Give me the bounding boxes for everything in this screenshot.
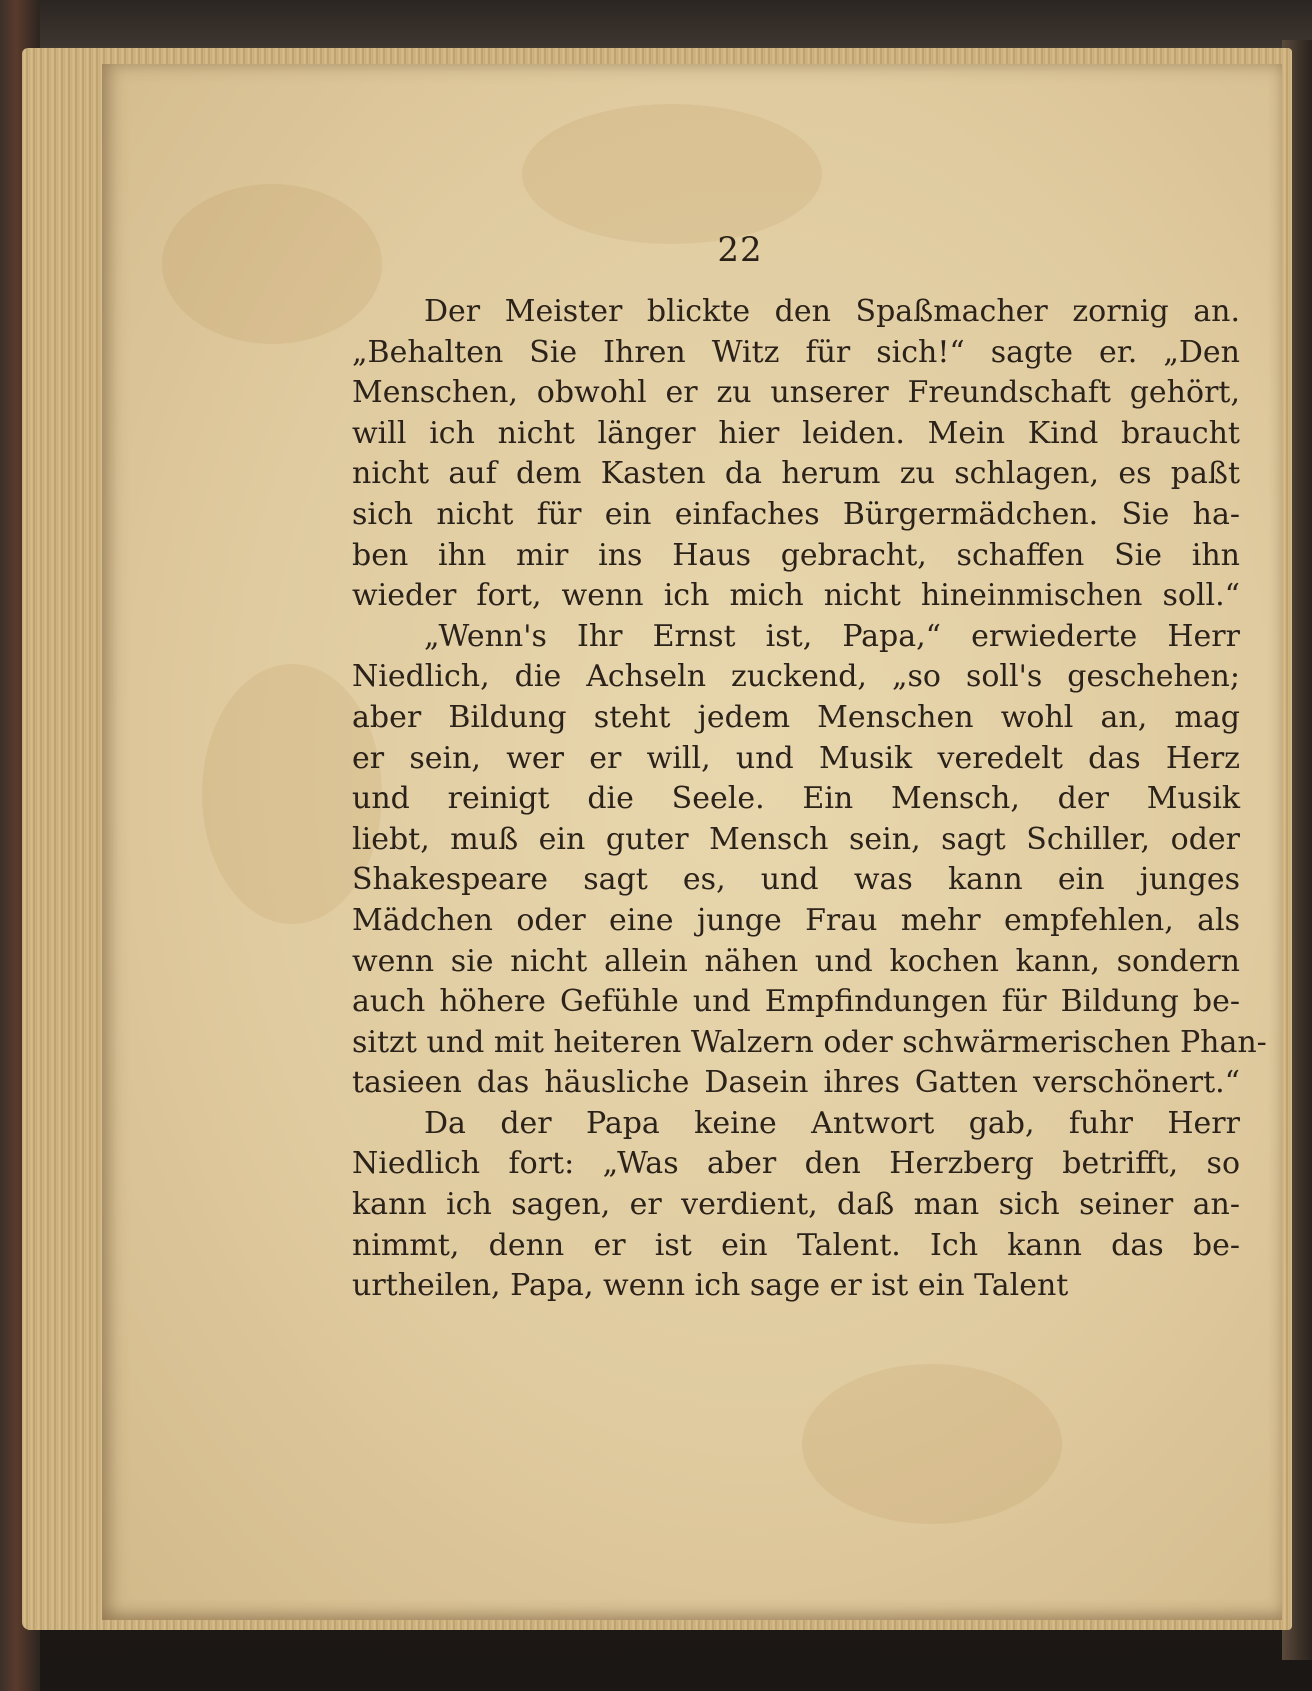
paper-stain	[522, 104, 822, 244]
text-line: Da der Papa keine Antwort gab, fuhr Herr	[424, 1105, 1240, 1141]
text-line: will ich nicht länger hier leiden. Mein Kind braucht	[352, 415, 1240, 451]
text-line: tasieen das häusliche Dasein ihres Gatten verschönert.“	[352, 1065, 1240, 1101]
text-line: Niedlich, die Achseln zuckend, „so soll's geschehen;	[352, 659, 1240, 695]
text-line: liebt, muß ein guter Mensch sein, sagt Schiller, oder	[352, 821, 1240, 857]
text-line: Der Meister blickte den Spaßmacher zornig an.	[424, 294, 1240, 329]
text-line: urtheilen, Papa, wenn ich sage er ist ein Talent	[352, 1268, 1069, 1304]
text-line: nicht auf dem Kasten da herum zu schlagen, es paßt	[352, 456, 1240, 492]
text-line: sitzt und mit heiteren Walzern oder schwärmerischen Phan-	[352, 1024, 1267, 1060]
text-line: aber Bildung steht jedem Menschen wohl an, mag	[352, 699, 1240, 735]
text-line: „Behalten Sie Ihren Witz für sich!“ sagte er. „Den	[352, 334, 1240, 370]
body-text	[352, 292, 1267, 1307]
text-line: er sein, wer er will, und Musik veredelt das Herz	[352, 740, 1240, 776]
page-number: 22	[717, 230, 763, 270]
text-line: wieder fort, wenn ich mich nicht hineinmischen soll.“	[352, 578, 1240, 614]
text-line: ben ihn mir ins Haus gebracht, schaffen Sie ihn	[352, 537, 1240, 573]
text-line: kann ich sagen, er verdient, daß man sich seiner an-	[352, 1187, 1240, 1223]
text-line: Menschen, obwohl er zu unserer Freundschaft gehört,	[352, 375, 1240, 411]
text-line: nimmt, denn er ist ein Talent. Ich kann das be-	[352, 1227, 1240, 1263]
text-line: sich nicht für ein einfaches Bürgermädchen. Sie ha-	[352, 496, 1240, 532]
cover-top-edge	[0, 0, 1312, 55]
text-line: auch höhere Gefühle und Empfindungen für Bildung be-	[352, 984, 1240, 1020]
text-line: Shakespeare sagt es, und was kann ein junges	[352, 862, 1240, 898]
text-line: Niedlich fort: „Was aber den Herzberg betrifft, so	[352, 1146, 1240, 1182]
text-line: und reinigt die Seele. Ein Mensch, der Musik	[352, 781, 1240, 817]
text-line: wenn sie nicht allein nähen und kochen kann, sondern	[352, 943, 1240, 979]
text-line: Mädchen oder eine junge Frau mehr empfehlen, als	[352, 902, 1240, 938]
text-line: „Wenn's Ihr Ernst ist, Papa,“ erwiederte Herr	[424, 618, 1240, 654]
paper-stain	[802, 1364, 1062, 1524]
